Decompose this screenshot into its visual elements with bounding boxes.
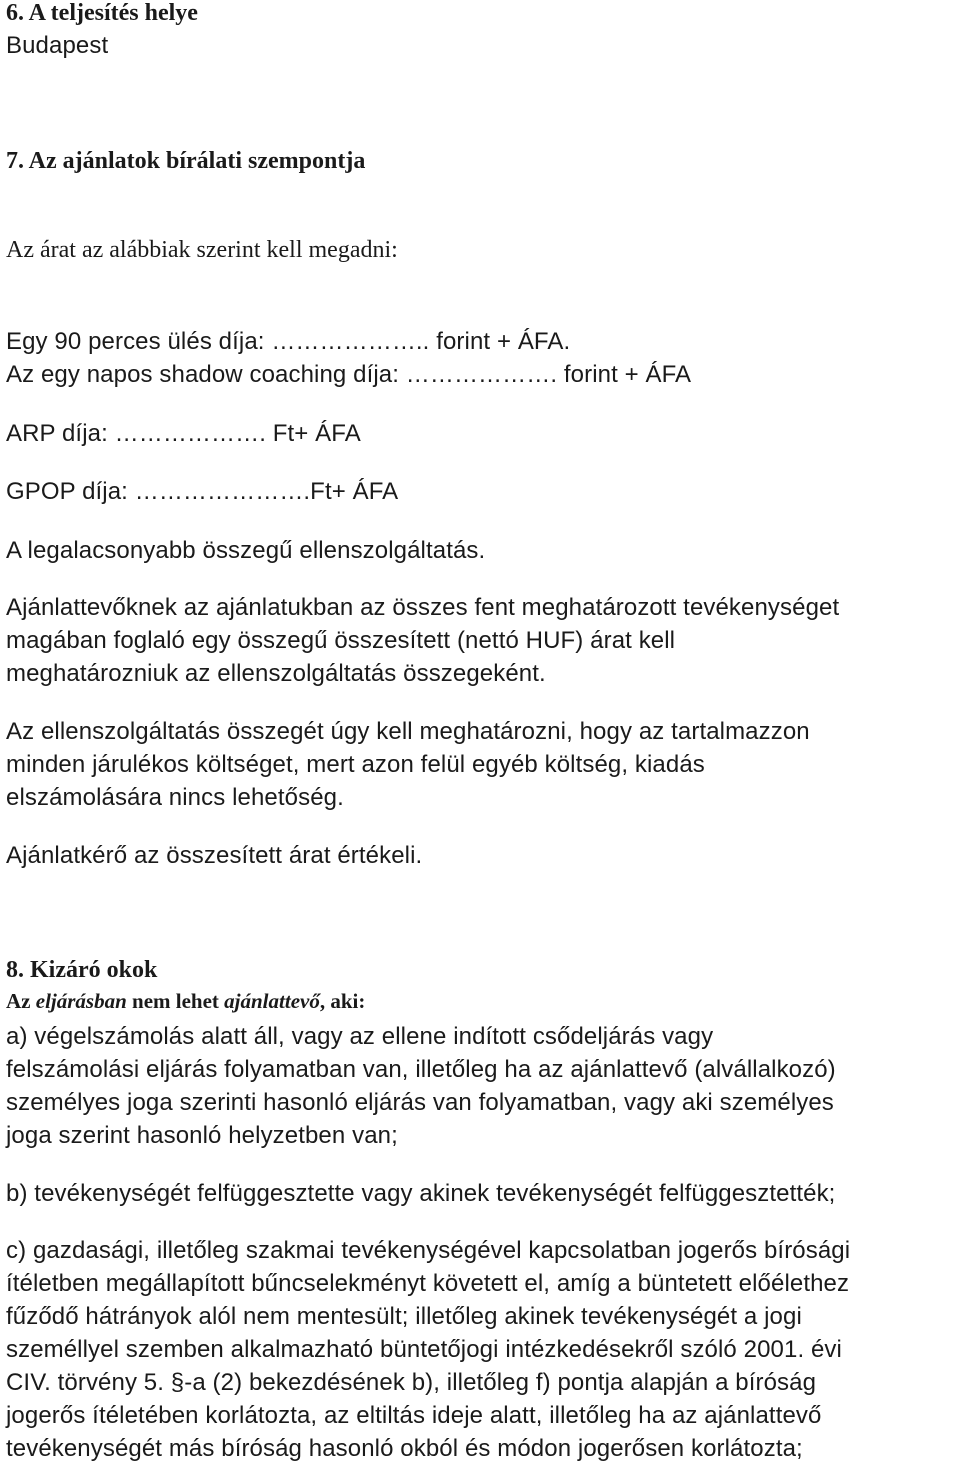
item-c-line: ítéletben megállapított bűncselekményt követett el, amíg a büntetett előélethez xyxy=(6,1270,850,1297)
section-8-subheading xyxy=(6,989,365,1014)
section-7-intro: Az árat az alábbiak szerint kell megadni: xyxy=(6,237,398,263)
award-criterion: A legalacsonyabb összegű ellenszolgáltatás. xyxy=(6,537,486,564)
price-line: ARP díja: ………………. Ft+ ÁFA xyxy=(6,420,361,447)
section-8-heading: 8. Kizáró okok xyxy=(6,957,158,983)
paragraph-line: Az ellenszolgáltatás összegét úgy kell meghatározni, hogy az tartalmazzon xyxy=(6,718,810,745)
subheading-part: nem lehet xyxy=(126,989,225,1013)
paragraph-line: elszámolására nincs lehetőség. xyxy=(6,784,344,811)
paragraph-line: minden járulékos költséget, mert azon felül egyéb költség, kiadás xyxy=(6,751,705,778)
item-c-line: személlyel szemben alkalmazható büntetőjogi intézkedésekről szóló 2001. évi xyxy=(6,1336,842,1363)
paragraph-line: magában foglaló egy összegű összesített (nettó HUF) árat kell xyxy=(6,627,676,654)
item-a-line: felszámolási eljárás folyamatban van, illetőleg ha az ajánlattevő (alvállalkozó) xyxy=(6,1056,836,1083)
item-c-line: fűződő hátrányok alól nem mentesült; illetőleg akinek tevékenységét a jogi xyxy=(6,1303,802,1330)
subheading-part: ajánlattevő xyxy=(224,989,320,1013)
section-6-heading: 6. A teljesítés helye xyxy=(6,0,198,26)
item-a-line: személyes joga szerinti hasonló eljárás van folyamatban, vagy aki személyes xyxy=(6,1089,834,1116)
price-line: Egy 90 perces ülés díja: ……………….. forint + ÁFA. xyxy=(6,328,571,355)
subheading-part: eljárásban xyxy=(35,989,127,1013)
item-c-line: tevékenységét más bíróság hasonló okból és módon jogerősen korlátozta; xyxy=(6,1435,803,1462)
price-line: GPOP díja: ………………….Ft+ ÁFA xyxy=(6,478,399,505)
evaluation-note: Ajánlatkérő az összesített árat értékeli. xyxy=(6,842,423,869)
paragraph-line: Ajánlattevőknek az ajánlatukban az összes fent meghatározott tevékenységet xyxy=(6,594,840,621)
paragraph-line: meghatározniuk az ellenszolgáltatás összegeként. xyxy=(6,660,546,687)
section-7-heading: 7. Az ajánlatok bírálati szempontja xyxy=(6,148,366,174)
item-b-line: b) tevékenységét felfüggesztette vagy akinek tevékenységét felfüggesztették; xyxy=(6,1180,836,1207)
section-6-value: Budapest xyxy=(6,32,109,59)
subheading-part: , aki: xyxy=(319,989,366,1013)
item-c-line: jogerős ítéletében korlátozta, az eltiltás ideje alatt, illetőleg ha az ajánlattevő xyxy=(6,1402,822,1429)
price-line: Az egy napos shadow coaching díja: ………………. forint + ÁFA xyxy=(6,361,692,388)
item-c-line: CIV. törvény 5. §-a (2) bekezdésének b), illetőleg f) pontja alapján a bíróság xyxy=(6,1369,817,1396)
item-c-line: c) gazdasági, illetőleg szakmai tevékenységével kapcsolatban jogerős bírósági xyxy=(6,1237,851,1264)
subheading-part: Az xyxy=(6,989,36,1013)
item-a-line: joga szerint hasonló helyzetben van; xyxy=(6,1122,398,1149)
item-a-line: a) végelszámolás alatt áll, vagy az ellene indított csődeljárás vagy xyxy=(6,1023,714,1050)
